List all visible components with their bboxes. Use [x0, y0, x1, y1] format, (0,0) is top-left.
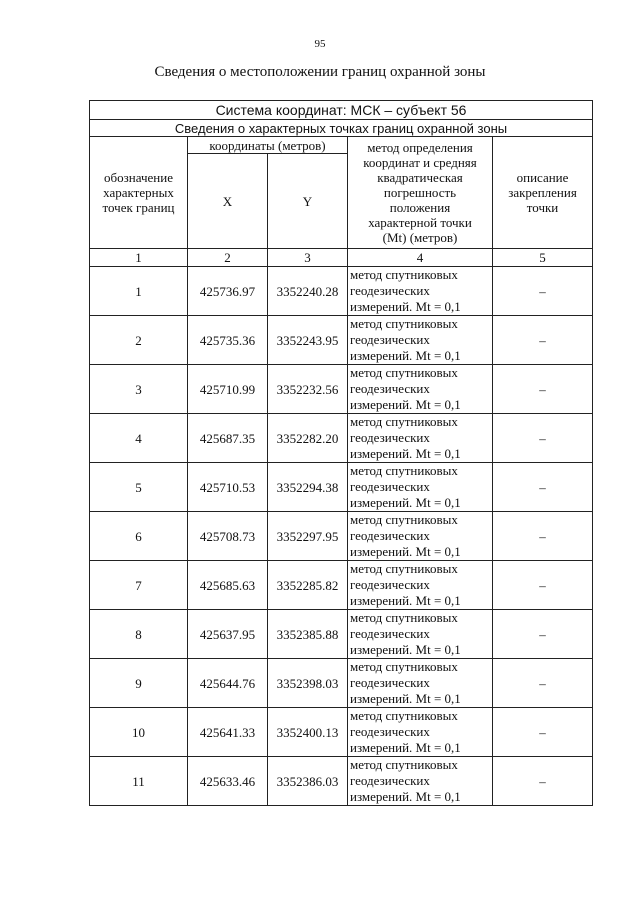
method-line: геодезических	[350, 724, 430, 739]
method-line: геодезических	[350, 332, 430, 347]
column-number: 1	[90, 249, 188, 267]
method-cell	[348, 316, 493, 365]
table-row	[90, 365, 593, 414]
description-cell: –	[493, 610, 593, 659]
method-line: измерений. Mt = 0,1	[350, 691, 461, 706]
header-y: Y	[268, 154, 348, 249]
y-coordinate-cell: 3352294.38	[268, 463, 348, 512]
header-description-line: точки	[526, 200, 559, 215]
column-numbers-row	[90, 249, 593, 267]
point-id-cell: 3	[90, 365, 188, 414]
header-method-line: положения	[389, 200, 451, 215]
boundary-points-table	[89, 100, 593, 806]
y-coordinate-cell: 3352240.28	[268, 267, 348, 316]
method-line: метод спутниковых	[350, 561, 458, 576]
coord-system-row	[90, 101, 593, 120]
header-method-line: квадратическая	[377, 170, 463, 185]
description-cell: –	[493, 463, 593, 512]
method-line: метод спутниковых	[350, 512, 458, 527]
table-row	[90, 267, 593, 316]
table-row	[90, 414, 593, 463]
coord-system-cell: Система координат: МСК – субъект 56	[90, 101, 593, 120]
x-coordinate-cell: 425641.33	[188, 708, 268, 757]
header-designation-line: характерных	[103, 185, 174, 200]
method-line: измерений. Mt = 0,1	[350, 544, 461, 559]
column-number: 2	[188, 249, 268, 267]
table-row	[90, 463, 593, 512]
header-method-line: координат и средняя	[363, 155, 477, 170]
header-designation-line: точек границ	[102, 200, 175, 215]
table-row	[90, 708, 593, 757]
header-method-line: (Mt) (метров)	[382, 230, 458, 245]
point-id-cell: 9	[90, 659, 188, 708]
x-coordinate-cell: 425710.53	[188, 463, 268, 512]
method-cell	[348, 512, 493, 561]
method-line: геодезических	[350, 479, 430, 494]
y-coordinate-cell: 3352398.03	[268, 659, 348, 708]
method-line: геодезических	[350, 626, 430, 641]
method-line: измерений. Mt = 0,1	[350, 348, 461, 363]
x-coordinate-cell: 425687.35	[188, 414, 268, 463]
table-row	[90, 610, 593, 659]
description-cell: –	[493, 561, 593, 610]
header-method-line: погрешность	[383, 185, 457, 200]
point-id-cell: 6	[90, 512, 188, 561]
header-designation-line: обозначение	[104, 170, 173, 185]
table-row	[90, 561, 593, 610]
y-coordinate-cell: 3352243.95	[268, 316, 348, 365]
x-coordinate-cell: 425735.36	[188, 316, 268, 365]
y-coordinate-cell: 3352385.88	[268, 610, 348, 659]
header-description	[493, 137, 593, 249]
method-cell	[348, 414, 493, 463]
method-cell	[348, 708, 493, 757]
method-cell	[348, 757, 493, 806]
point-id-cell: 2	[90, 316, 188, 365]
y-coordinate-cell: 3352400.13	[268, 708, 348, 757]
table-row	[90, 316, 593, 365]
y-coordinate-cell: 3352282.20	[268, 414, 348, 463]
method-line: измерений. Mt = 0,1	[350, 299, 461, 314]
y-coordinate-cell: 3352386.03	[268, 757, 348, 806]
y-coordinate-cell: 3352285.82	[268, 561, 348, 610]
method-line: геодезических	[350, 577, 430, 592]
header-row	[90, 137, 593, 154]
header-x: X	[188, 154, 268, 249]
page-number: 95	[314, 38, 326, 50]
method-line: метод спутниковых	[350, 757, 458, 772]
header-description-line: описание	[516, 170, 569, 185]
x-coordinate-cell: 425710.99	[188, 365, 268, 414]
method-cell	[348, 267, 493, 316]
method-line: метод спутниковых	[350, 414, 458, 429]
method-cell	[348, 659, 493, 708]
document-title: Сведения о местоположении границ охранной зоны	[154, 64, 486, 80]
column-number: 3	[268, 249, 348, 267]
header-coordinates: координаты (метров)	[188, 137, 348, 154]
y-coordinate-cell: 3352232.56	[268, 365, 348, 414]
description-cell: –	[493, 316, 593, 365]
method-line: метод спутниковых	[350, 708, 458, 723]
method-line: измерений. Mt = 0,1	[350, 740, 461, 755]
method-line: измерений. Mt = 0,1	[350, 495, 461, 510]
method-line: измерений. Mt = 0,1	[350, 789, 461, 804]
header-method-line: характерной точки	[368, 215, 472, 230]
column-number: 5	[493, 249, 593, 267]
y-coordinate-cell: 3352297.95	[268, 512, 348, 561]
point-id-cell: 8	[90, 610, 188, 659]
header-designation	[90, 137, 188, 249]
method-line: метод спутниковых	[350, 267, 458, 282]
method-line: геодезических	[350, 430, 430, 445]
method-line: геодезических	[350, 675, 430, 690]
description-cell: –	[493, 365, 593, 414]
method-cell	[348, 365, 493, 414]
points-info-cell: Сведения о характерных точках границ охранной зоны	[90, 120, 593, 137]
point-id-cell: 5	[90, 463, 188, 512]
method-line: геодезических	[350, 283, 430, 298]
method-line: измерений. Mt = 0,1	[350, 593, 461, 608]
x-coordinate-cell: 425633.46	[188, 757, 268, 806]
method-line: метод спутниковых	[350, 610, 458, 625]
point-id-cell: 1	[90, 267, 188, 316]
x-coordinate-cell: 425736.97	[188, 267, 268, 316]
method-line: метод спутниковых	[350, 659, 458, 674]
points-info-row	[90, 120, 593, 137]
description-cell: –	[493, 757, 593, 806]
method-line: геодезических	[350, 773, 430, 788]
table-row	[90, 512, 593, 561]
header-description-line: закрепления	[508, 185, 577, 200]
header-method	[348, 137, 493, 249]
header-method-line: метод определения	[367, 140, 473, 155]
x-coordinate-cell: 425637.95	[188, 610, 268, 659]
x-coordinate-cell: 425708.73	[188, 512, 268, 561]
x-coordinate-cell: 425644.76	[188, 659, 268, 708]
column-number: 4	[348, 249, 493, 267]
point-id-cell: 11	[90, 757, 188, 806]
method-line: метод спутниковых	[350, 316, 458, 331]
method-line: геодезических	[350, 528, 430, 543]
method-line: измерений. Mt = 0,1	[350, 642, 461, 657]
method-cell	[348, 610, 493, 659]
description-cell: –	[493, 659, 593, 708]
point-id-cell: 7	[90, 561, 188, 610]
method-line: измерений. Mt = 0,1	[350, 397, 461, 412]
description-cell: –	[493, 414, 593, 463]
method-cell	[348, 561, 493, 610]
method-line: метод спутниковых	[350, 365, 458, 380]
table-row	[90, 757, 593, 806]
point-id-cell: 10	[90, 708, 188, 757]
method-line: метод спутниковых	[350, 463, 458, 478]
x-coordinate-cell: 425685.63	[188, 561, 268, 610]
description-cell: –	[493, 708, 593, 757]
description-cell: –	[493, 512, 593, 561]
method-cell	[348, 463, 493, 512]
table-row	[90, 659, 593, 708]
point-id-cell: 4	[90, 414, 188, 463]
method-line: измерений. Mt = 0,1	[350, 446, 461, 461]
method-line: геодезических	[350, 381, 430, 396]
description-cell: –	[493, 267, 593, 316]
